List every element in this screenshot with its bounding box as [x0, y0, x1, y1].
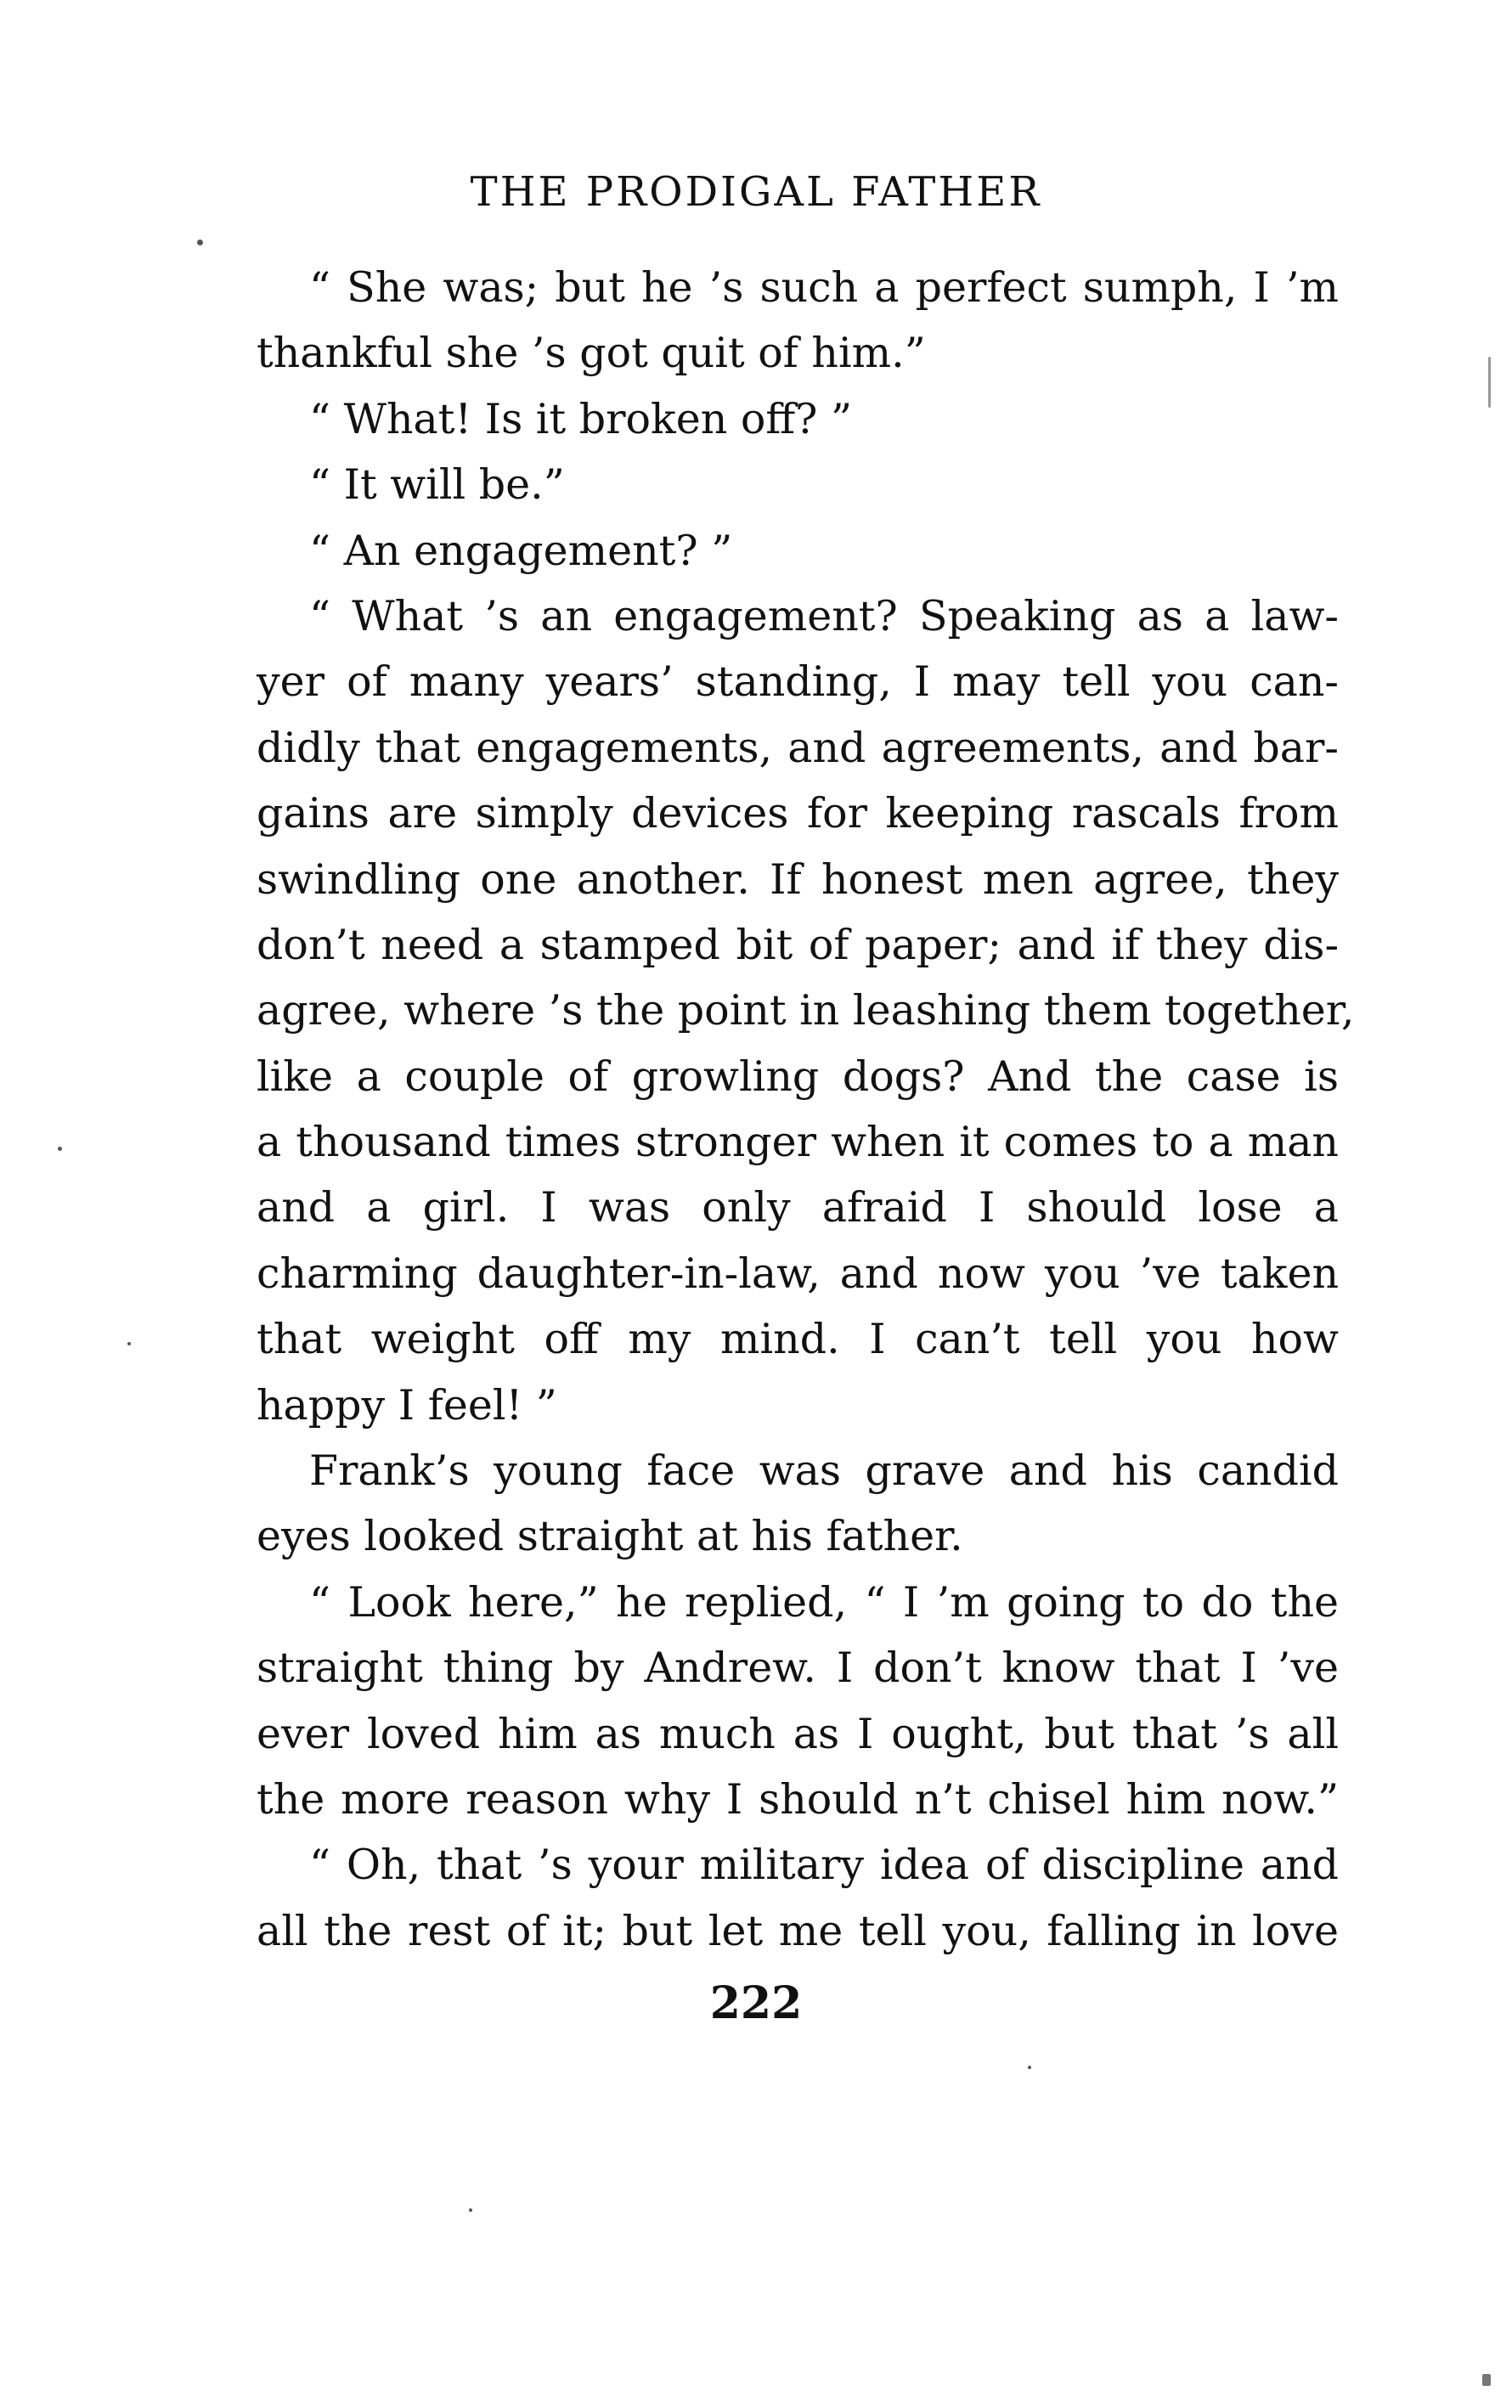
text-line: didly that engagements, and agreements, and bar-	[257, 723, 1339, 772]
running-head: THE PRODIGAL FATHER	[470, 168, 1042, 216]
text-line: “ She was; but he ’s such a perfect sumph, I ’m	[309, 263, 1339, 312]
page-number: 222	[709, 1977, 803, 2029]
text-line: “ An engagement? ”	[309, 526, 733, 575]
text-line: “ Oh, that ’s your military idea of discipline and	[309, 1841, 1339, 1890]
text-line: like a couple of growling dogs? And the case is	[257, 1052, 1339, 1101]
text-line: don’t need a stamped bit of paper; and if they dis-	[257, 920, 1339, 969]
scan-speck	[1028, 2066, 1031, 2069]
text-line: straight thing by Andrew. I don’t know that I ’ve	[257, 1644, 1339, 1693]
text-line: eyes looked straight at his father.	[257, 1512, 963, 1561]
text-line: “ What! Is it broken off? ”	[309, 394, 853, 443]
text-line: that weight off my mind. I can’t tell you how	[257, 1315, 1339, 1364]
body-text	[257, 255, 1355, 1964]
text-line: “ Look here,” he replied, “ I ’m going to do the	[309, 1577, 1339, 1627]
text-line: “ What ’s an engagement? Speaking as a law-	[309, 591, 1339, 640]
text-line: charming daughter-in-law, and now you ’ve taken	[257, 1249, 1339, 1298]
scan-speck	[197, 240, 203, 245]
text-line: happy I feel! ”	[257, 1380, 557, 1430]
scan-speck	[1488, 357, 1491, 408]
text-line: Frank’s young face was grave and his candid	[309, 1446, 1339, 1496]
text-line: ever loved him as much as I ought, but that ’s all	[257, 1709, 1339, 1758]
text-line: “ It will be.”	[309, 460, 565, 510]
text-line: a thousand times stronger when it comes to a man	[257, 1118, 1339, 1167]
text-line: the more reason why I should n’t chisel him now.”	[257, 1774, 1339, 1824]
text-line: and a girl. I was only afraid I should lose a	[257, 1183, 1339, 1232]
text-line: agree, where ’s the point in leashing them together,	[257, 986, 1355, 1035]
text-line: thankful she ’s got quit of him.”	[257, 329, 926, 378]
text-line: gains are simply devices for keeping rascals from	[257, 789, 1339, 838]
text-line: all the rest of it; but let me tell you, falling in love	[257, 1906, 1339, 1955]
text-line: swindling one another. If honest men agree, they	[257, 854, 1339, 904]
scan-speck	[469, 2208, 472, 2212]
scan-speck	[58, 1147, 62, 1151]
scan-speck	[127, 1342, 131, 1345]
scan-speck	[1482, 2374, 1491, 2386]
text-line: yer of many years’ standing, I may tell you can-	[257, 657, 1339, 707]
